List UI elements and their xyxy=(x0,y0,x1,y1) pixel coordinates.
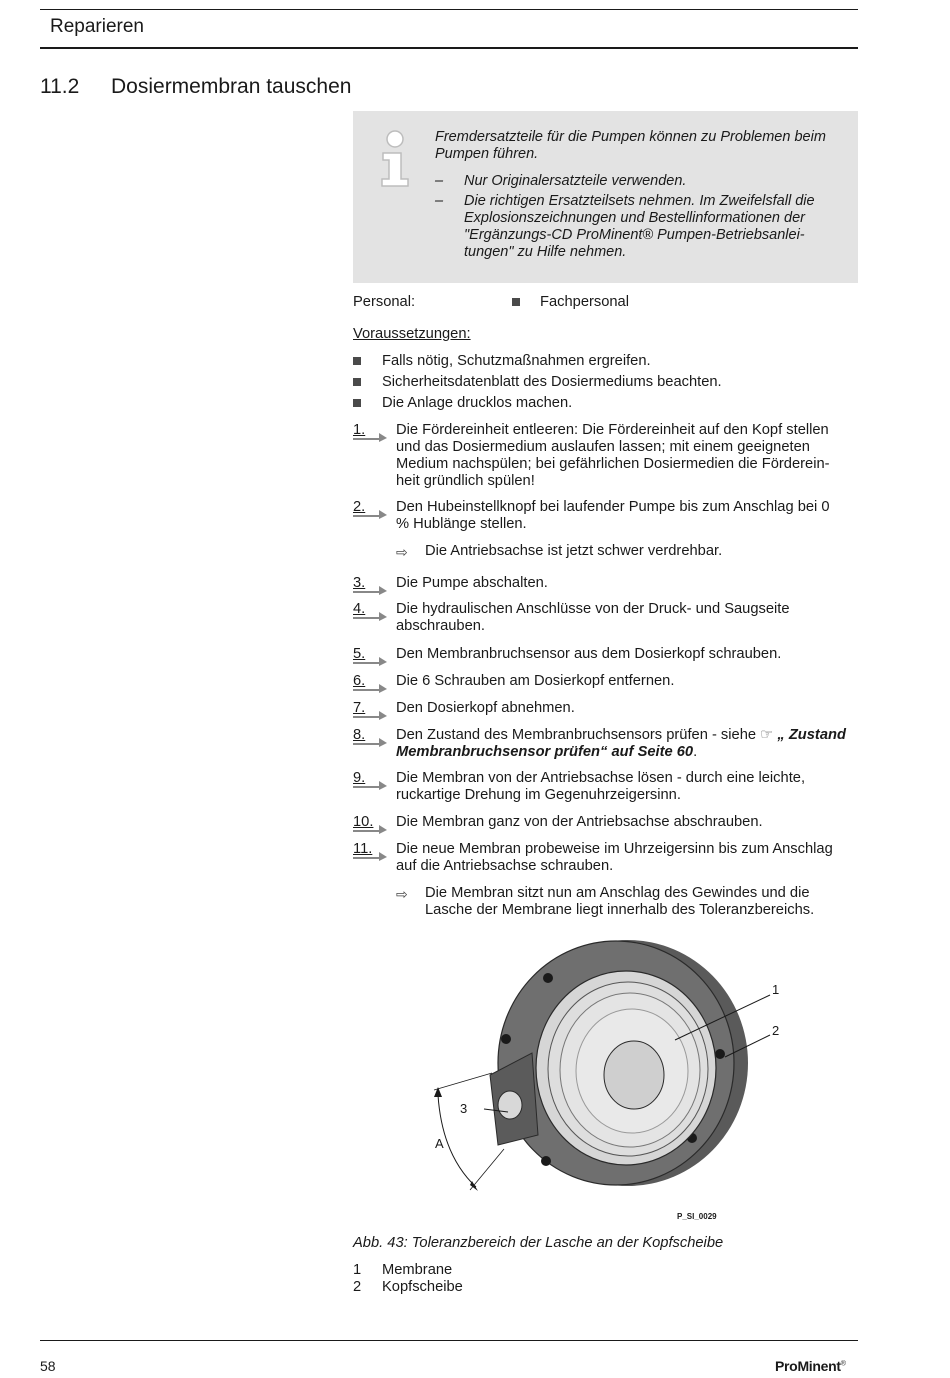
step-line: Die Membran von der Antriebsachse lösen - durch eine leichte, xyxy=(396,770,806,786)
footer-rule xyxy=(40,1340,858,1341)
prerequisite-item: Falls nötig, Schutzmaßnahmen ergreifen. xyxy=(382,353,651,369)
note-item-2-line-4: tungen" zu Hilfe nehmen. xyxy=(464,244,627,260)
result-arrow-icon: ⇨ xyxy=(396,886,408,902)
step-result: Die Antriebsachse ist jetzt schwer verdrehbar. xyxy=(425,543,723,559)
note-dash-1: – xyxy=(435,173,444,189)
info-icon xyxy=(375,129,415,189)
logo-mark: ® xyxy=(840,1360,846,1368)
prerequisite-item: Die Anlage drucklos machen. xyxy=(382,395,573,411)
page-number: 58 xyxy=(40,1358,56,1374)
cross-reference-link[interactable]: Membranbruchsensor prüfen“ xyxy=(396,744,608,760)
prominent-logo xyxy=(775,1358,846,1374)
result-arrow-icon: ⇨ xyxy=(396,544,408,560)
step-line: Die Membran ganz von der Antriebsachse abschrauben. xyxy=(396,814,763,830)
bullet-square xyxy=(512,298,520,306)
note-item-2-line-1: Die richtigen Ersatzteilsets nehmen. Im Zweifelsfall die xyxy=(464,193,815,209)
prerequisites-title: Voraussetzungen: xyxy=(353,326,471,342)
note-item-1: Nur Originalersatzteile verwenden. xyxy=(464,173,687,189)
step-line: abschrauben. xyxy=(396,618,486,634)
bullet-square xyxy=(353,399,361,407)
step-line xyxy=(396,727,858,745)
legend-label: Kopfscheibe xyxy=(382,1279,463,1295)
note-line-1: Fremdersatzteile für die Pumpen können zu Problemen beim xyxy=(435,129,826,145)
step-number: 7. xyxy=(353,700,366,716)
step-number: 8. xyxy=(353,727,366,743)
step-line: heit gründlich spülen! xyxy=(396,473,535,489)
callout-label: A xyxy=(435,1136,444,1151)
step-arrow-icon xyxy=(353,778,389,790)
step-line: ruckartige Drehung im Gegenuhrzeigersinn. xyxy=(396,787,681,803)
note-box xyxy=(353,111,858,283)
step-number: 1. xyxy=(353,422,366,438)
callout-label: 3 xyxy=(460,1101,468,1116)
header-rule xyxy=(40,47,858,49)
step-number: 5. xyxy=(353,646,366,662)
step-arrow-icon xyxy=(353,654,389,666)
step-arrow-icon xyxy=(353,822,389,834)
step-number: 10. xyxy=(353,814,374,830)
step-line: % Hublänge stellen. xyxy=(396,516,527,532)
step-text: Den Zustand des Membranbruchsensors prüfen - siehe xyxy=(396,727,757,743)
note-item-2-line-3: "Ergänzungs-CD ProMinent® Pumpen-Betriebsanlei- xyxy=(464,227,805,243)
logo-text: ProMinent xyxy=(775,1358,841,1374)
step-arrow-icon xyxy=(353,609,389,621)
note-item-2-line-2: Explosionszeichnungen und Bestellinformationen der xyxy=(464,210,805,226)
step-number: 9. xyxy=(353,770,366,786)
figure-code: P_SI_0029 xyxy=(677,1212,717,1221)
step-number: 4. xyxy=(353,601,366,617)
step-text: . xyxy=(693,744,698,760)
top-rule xyxy=(40,9,858,10)
step-line: Medium nachspülen; bei gefährlichen Dosiermedien die Förderein- xyxy=(396,456,830,472)
step-result: Die Membran sitzt nun am Anschlag des Gewindes und die xyxy=(425,885,810,901)
cross-reference-link[interactable]: „ Zustand xyxy=(777,727,846,743)
bullet-square xyxy=(353,378,361,386)
step-number: 6. xyxy=(353,673,366,689)
step-line: und das Dosiermedium auslaufen lassen; mit einem geeigneten xyxy=(396,439,810,455)
note-dash-2: – xyxy=(435,193,444,209)
diaphragm-figure xyxy=(420,935,800,1225)
step-line: Die Pumpe abschalten. xyxy=(396,575,548,591)
callout-label: 1 xyxy=(772,982,780,997)
step-arrow-icon xyxy=(353,583,389,595)
cross-reference-page[interactable]: auf Seite 60 xyxy=(611,744,694,760)
legend-number: 2 xyxy=(353,1279,362,1295)
step-arrow-icon xyxy=(353,681,389,693)
prerequisite-item: Sicherheitsdatenblatt des Dosiermediums beachten. xyxy=(382,374,722,390)
step-line: Den Hubeinstellknopf bei laufender Pumpe bis zum Anschlag bei 0 xyxy=(396,499,830,515)
step-arrow-icon xyxy=(353,849,389,861)
bullet-square xyxy=(353,357,361,365)
step-number: 11. xyxy=(353,841,373,857)
personnel-value: Fachpersonal xyxy=(540,294,629,310)
header-title: Reparieren xyxy=(50,16,144,37)
figure-caption: Abb. 43: Toleranzbereich der Lasche an der Kopfscheibe xyxy=(353,1235,724,1251)
step-line: Die 6 Schrauben am Dosierkopf entfernen. xyxy=(396,673,675,689)
note-line-2: Pumpen führen. xyxy=(435,146,539,162)
step-line: Den Membranbruchsensor aus dem Dosierkopf schrauben. xyxy=(396,646,782,662)
step-line: Die Fördereinheit entleeren: Die Fördereinheit auf den Kopf stellen xyxy=(396,422,829,438)
step-line xyxy=(396,744,858,762)
legend-label: Membrane xyxy=(382,1262,453,1278)
step-arrow-icon xyxy=(353,430,389,442)
step-arrow-icon xyxy=(353,735,389,747)
step-number: 2. xyxy=(353,499,366,515)
step-number: 3. xyxy=(353,575,366,591)
callout-label: 2 xyxy=(772,1023,780,1038)
legend-number: 1 xyxy=(353,1262,362,1278)
section-title: Dosiermembran tauschen xyxy=(111,75,352,98)
step-line: Die hydraulischen Anschlüsse von der Druck- und Saugseite xyxy=(396,601,790,617)
section-number: 11.2 xyxy=(40,75,80,98)
step-line: Den Dosierkopf abnehmen. xyxy=(396,700,575,716)
step-arrow-icon xyxy=(353,708,389,720)
link-icon[interactable]: ☞ xyxy=(760,727,774,743)
step-arrow-icon xyxy=(353,507,389,519)
step-line: auf die Antriebsachse schrauben. xyxy=(396,858,614,874)
personnel-label: Personal: xyxy=(353,294,416,310)
step-line: Die neue Membran probeweise im Uhrzeigersinn bis zum Anschlag xyxy=(396,841,833,857)
step-result: Lasche der Membrane liegt innerhalb des Toleranzbereichs. xyxy=(425,902,815,918)
